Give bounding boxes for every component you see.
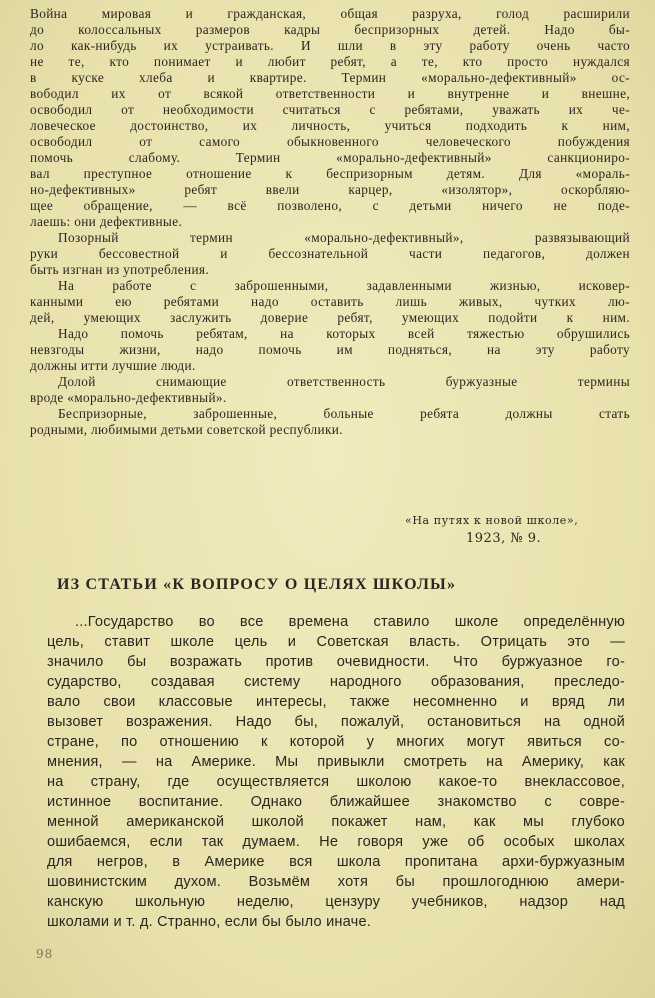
text-line: вал преступное отношение к беспризорным детям. Для «мораль-	[30, 166, 630, 181]
text-line: На работе с заброшенными, задавленными жизнью, исковер-	[58, 278, 630, 293]
text-line: для негров, в Америке вся школа пропитана архи-буржуазным	[47, 854, 625, 870]
text-line: родными, любимыми детьми советской республики.	[30, 422, 343, 437]
text-line: сударство, создавая систему народного образования, преследо-	[47, 674, 625, 690]
text-line: до колоссальных размеров кадры беспризорных детей. Надо бы-	[30, 22, 630, 37]
source-citation: «На путях к новой школе»,	[405, 514, 579, 527]
text-line: шовинистским духом. Возьмём хотя бы прошлогоднюю амери-	[47, 874, 625, 890]
top-text-block	[30, 6, 630, 438]
text-line: мнения, — на Америке. Мы привыкли смотреть на Америку, как	[47, 754, 625, 770]
text-line: ловеческое достоинство, их личность, учиться подходить к ним,	[30, 118, 630, 133]
text-line: должны итти лучшие люди.	[30, 358, 196, 373]
text-line: стране, по отношению к которой у многих могут явиться со-	[47, 734, 625, 750]
text-line: помочь слабому. Термин «морально-дефективный» санкциониро-	[30, 150, 630, 165]
text-line: невзгоды жизни, надо помочь им подняться, на эту работу	[30, 342, 630, 357]
text-line: ло как-нибудь их устраивать. И шли в эту работу очень часто	[30, 38, 630, 53]
text-line: Долой снимающие ответственность буржуазные термины	[58, 374, 630, 389]
page-number: 98	[36, 947, 54, 961]
text-line: цель, ставит школе цель и Советская власть. Отрицать это —	[47, 634, 625, 650]
text-line: дей, умеющих заслужить доверие ребят, умеющих подойти к ним.	[30, 310, 630, 325]
text-line: щее обращение, — всё позволено, с детьми ничего не поде-	[30, 198, 630, 213]
text-line: лаешь: они дефективные.	[30, 214, 183, 229]
text-line: вало свои классовые интересы, также несомненно и вряд ли	[47, 694, 625, 710]
text-line: вроде «морально-дефективный».	[30, 390, 227, 405]
bottom-text-block	[47, 612, 625, 932]
text-line: истинное воспитание. Однако ближайшее знакомство с совре-	[47, 794, 625, 810]
text-line: вызовет возражения. Надо бы, пожалуй, остановиться на одной	[47, 714, 625, 730]
text-line: освободил от необходимости считаться с ребятами, уважать их че-	[30, 102, 630, 117]
text-line: быть изгнан из употребления.	[30, 262, 210, 277]
section-heading: ИЗ СТАТЬИ «К ВОПРОСУ О ЦЕЛЯХ ШКОЛЫ»	[57, 576, 457, 593]
text-line: Война мировая и гражданская, общая разруха, голод расширили	[30, 6, 630, 21]
text-line: руки бессовестной и бессознательной части педагогов, должен	[30, 246, 630, 261]
source-citation-year: 1923, № 9.	[466, 531, 542, 546]
text-line: в куске хлеба и квартире. Термин «морально-дефективный» ос-	[30, 70, 630, 85]
text-line: Надо помочь ребятам, на которых всей тяжестью обрушились	[58, 326, 630, 341]
text-line: Позорный термин «морально-дефективный», развязывающий	[58, 230, 630, 245]
text-line: на страну, где осуществляется школою какое-то внеклассовое,	[47, 774, 625, 790]
text-line: Беспризорные, заброшенные, больные ребята должны стать	[58, 406, 630, 421]
text-line: но-дефективных» ребят ввели карцер, «изолятор», оскорбляю-	[30, 182, 630, 197]
text-line: ...Государство во все времена ставило школе определённую	[75, 614, 625, 630]
text-line: школами и т. д. Странно, если бы было иначе.	[47, 914, 372, 930]
text-line: вободил их от всякой ответственности и внутренне и внешне,	[30, 86, 630, 101]
text-line: не те, кто понимает и любит ребят, а те, кто просто нуждался	[30, 54, 630, 69]
text-line: канными ею ребятами надо оставить лишь живых, чутких лю-	[30, 294, 630, 309]
text-line: канскую школьную неделю, цензуру учебников, надзор над	[47, 894, 625, 910]
text-line: значило бы возражать против очевидности. Что буржуазное го-	[47, 654, 625, 670]
text-line: освободил от самого обыкновенного человеческого побуждения	[30, 134, 630, 149]
text-line: менной американской школой покажет нам, как мы глубоко	[47, 814, 625, 830]
text-line: ошибаемся, если так думаем. Не говоря уже об особых школах	[47, 834, 625, 850]
